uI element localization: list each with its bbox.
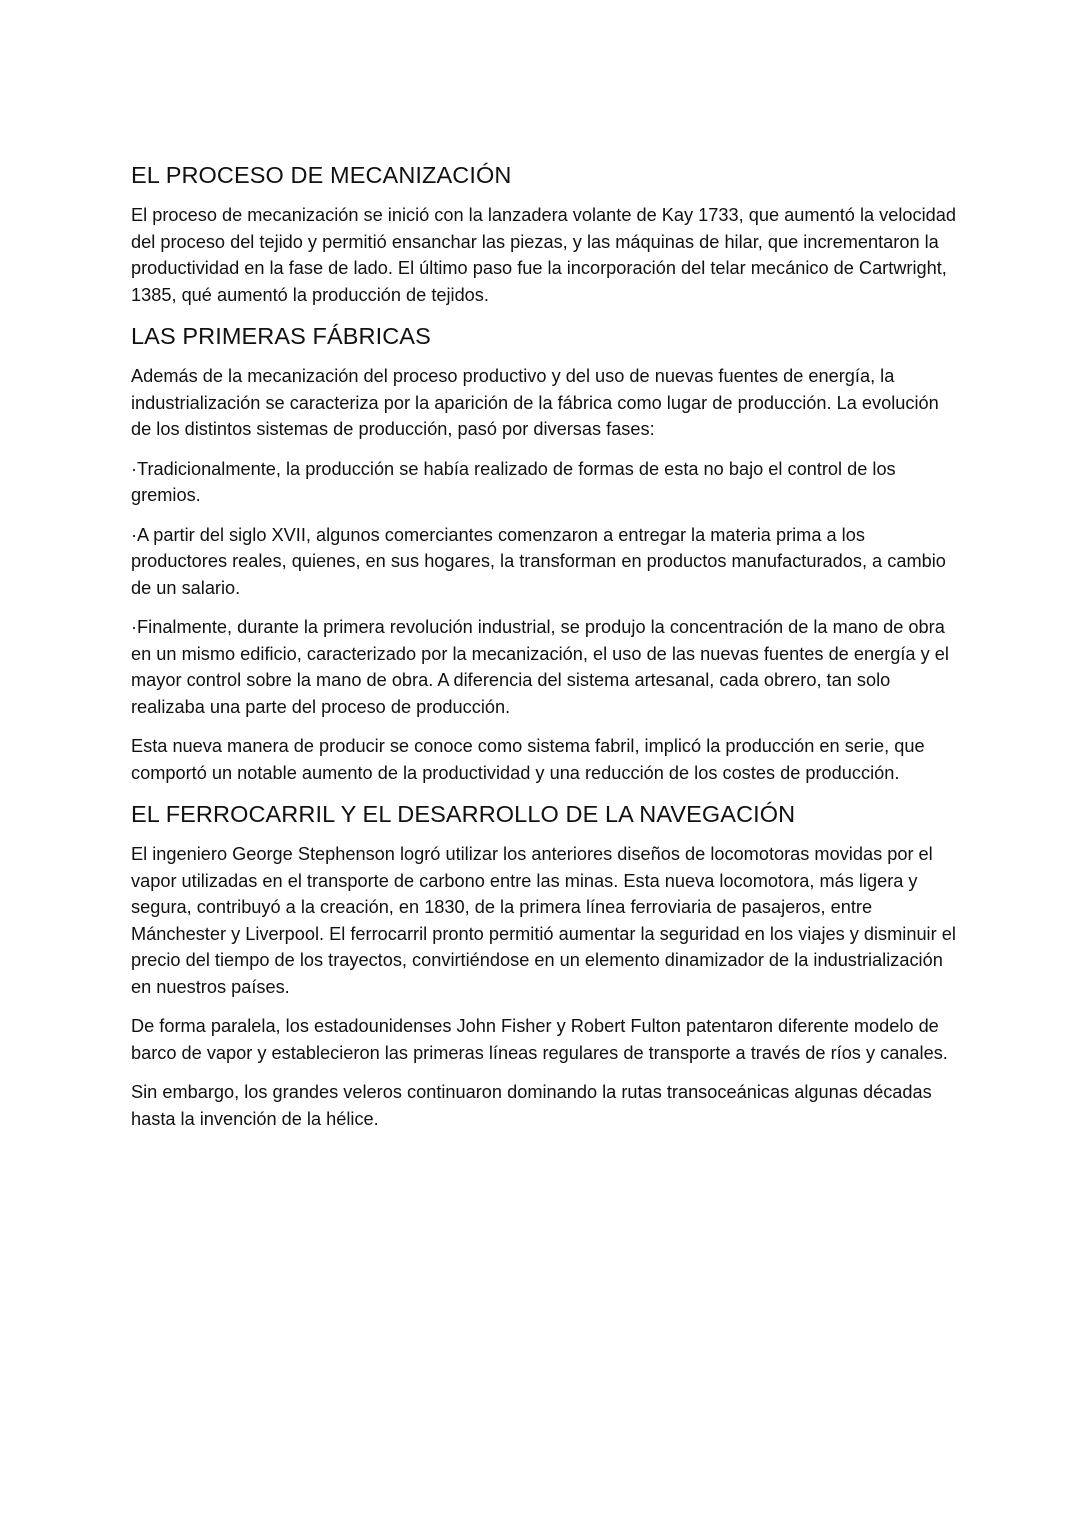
bullet-paragraph: ·A partir del siglo XVII, algunos comerciantes comenzaron a entregar la materia prima a los productores reales, quienes, en sus hogares, la transforman en productos manufacturados, a cambio de un salario. [131, 524, 946, 598]
paragraph: Además de la mecanización del proceso productivo y del uso de nuevas fuentes de energía, la industrialización se caracteriza por la aparición de la fábrica como lugar de producción. La evolución de los distintos sistemas de producción, pasó por diversas fases: [131, 366, 939, 439]
section-mecanizacion [131, 160, 961, 308]
paragraph: De forma paralela, los estadounidenses John Fisher y Robert Fulton patentaron diferente modelo de barco de vapor y establecieron las primeras líneas regulares de transporte a través de ríos y canales. [131, 1016, 948, 1063]
section-ferrocarril-navegacion [131, 799, 961, 1132]
paragraph: El proceso de mecanización se inició con la lanzadera volante de Kay 1733, que aumentó la velocidad del proceso del tejido y permitió ensanchar las piezas, y las máquinas de hilar, que incrementaron la productividad en la fase de lado. El último paso fue la incorporación del telar mecánico de Cartwright, 1385, qué aumentó la producción de tejidos. [131, 205, 957, 305]
section-heading: EL FERROCARRIL Y EL DESARROLLO DE LA NAVEGACIÓN [131, 801, 796, 827]
paragraph: El ingeniero George Stephenson logró utilizar los anteriores diseños de locomotoras movidas por el vapor utilizadas en el transporte de carbono entre las minas. Esta nueva locomotora, más ligera y segura, contribuyó a la creación, en 1830, de la primera línea ferroviaria de pasajeros, entre Mánchester y Liverpool. El ferrocarril pronto permitió aumentar la seguridad en los viajes y disminuir el precio del tiempo de los trayectos, convirtiéndose en un elemento dinamizador de la industrialización en nuestros países. [131, 844, 956, 997]
paragraph: Sin embargo, los grandes veleros continuaron dominando la rutas transoceánicas algunas décadas hasta la invención de la hélice. [131, 1082, 932, 1129]
section-heading: EL PROCESO DE MECANIZACIÓN [131, 162, 512, 188]
document-page [131, 160, 961, 1145]
paragraph: Esta nueva manera de producir se conoce como sistema fabril, implicó la producción en serie, que comportó un notable aumento de la productividad y una reducción de los costes de producción. [131, 736, 925, 783]
section-heading: LAS PRIMERAS FÁBRICAS [131, 323, 431, 349]
section-primeras-fabricas [131, 321, 961, 786]
bullet-paragraph: ·Finalmente, durante la primera revolución industrial, se produjo la concentración de la mano de obra en un mismo edificio, caracterizado por la mecanización, el uso de las nuevas fuentes de energía y el mayor control sobre la mano de obra. A diferencia del sistema artesanal, cada obrero, tan solo realizaba una parte del proceso de producción. [131, 617, 949, 717]
bullet-paragraph: ·Tradicionalmente, la producción se había realizado de formas de esta no bajo el control de los gremios. [131, 458, 896, 505]
